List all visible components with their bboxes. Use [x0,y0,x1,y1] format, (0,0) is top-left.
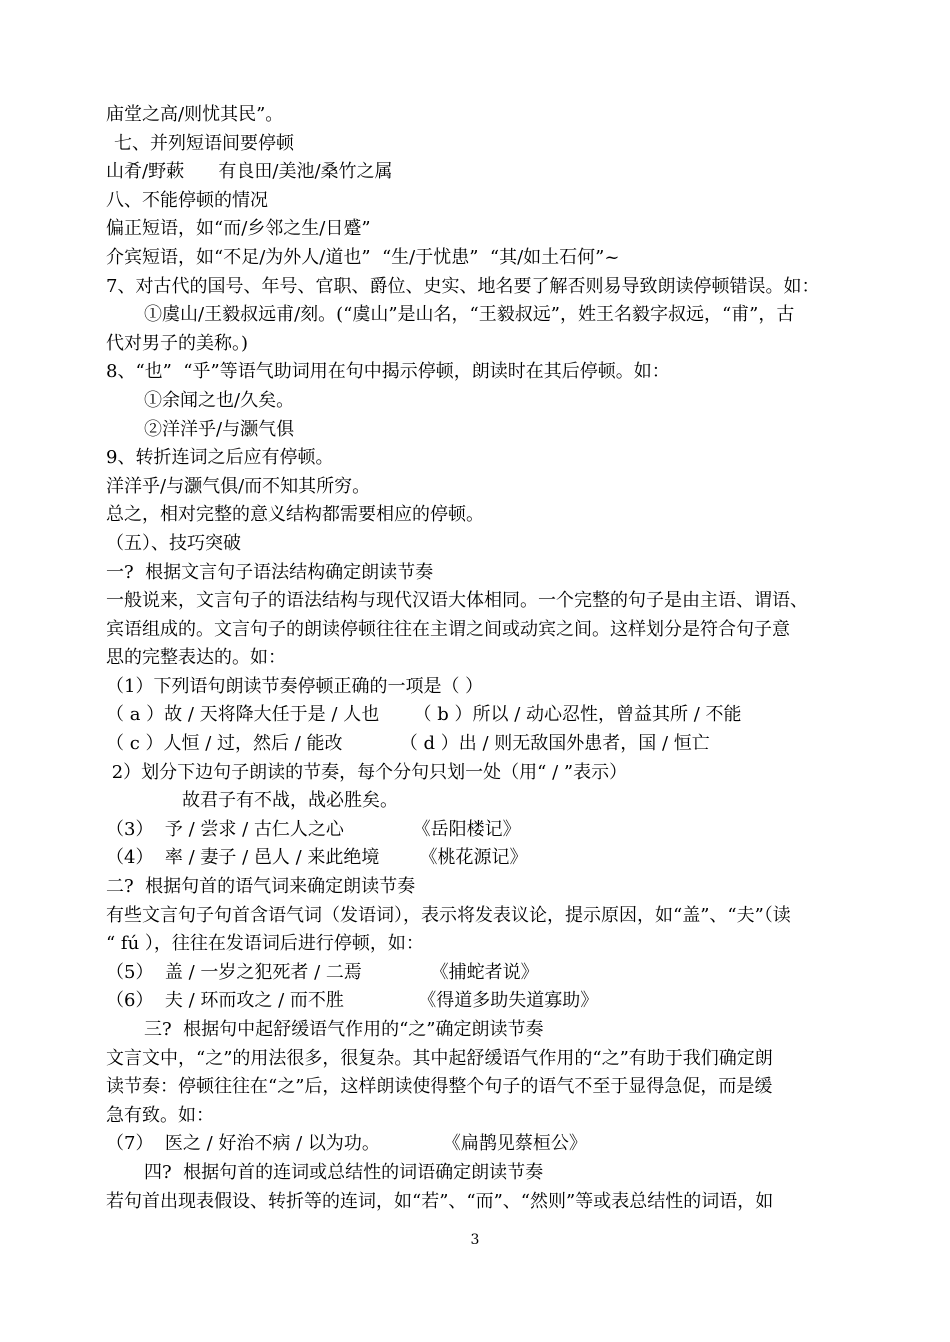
text-line: 代对男子的美称。) [106,332,249,354]
text-line: 故君子有不战，战必胜矣。 [182,790,398,812]
text-line: （6） 夫 / 环而攻之 / 而不胜 《得道多助失道寡助》 [106,990,599,1012]
text-line: 洋洋乎/与灏气俱/而不知其所穷。 [106,475,371,497]
text-line: （五）、技巧突破 [106,532,241,554]
text-line: 文言文中，“之”的用法很多，很复杂。其中起舒缓语气作用的“之”有助于我们确定朗 [106,1047,773,1069]
text-line: （ a ）故 / 天将降大任于是 / 人也 （ b ）所以 / 动心忍性，曾益其所 / 不能 [106,704,742,726]
text-line: 总之，相对完整的意义结构都需要相应的停顿。 [106,504,484,526]
text-line: 偏正短语，如“而/乡邻之生/日蹙” [106,218,371,240]
text-line: 有些文言句子句首含语气词（发语词），表示将发表议论，提示原因，如“盖”、“夫”（读 [106,904,791,926]
text-line: ①余闻之也/久矣。 [144,389,295,411]
text-line: 8、“也” “乎”等语气助词用在句中揭示停顿，朗读时在其后停顿。如： [106,361,670,383]
text-line: 思的完整表达的。如： [106,647,286,669]
text-line: 四? 根据句首的连词或总结性的词语确定朗读节奏 [144,1161,544,1183]
text-line: 八、不能停顿的情况 [106,189,268,211]
text-line: 一? 根据文言句子语法结构确定朗读节奏 [106,561,434,583]
text-line: （3） 予 / 尝求 / 古仁人之心 《岳阳楼记》 [106,818,521,840]
page-number: 3 [470,1232,480,1248]
text-line: 9、转折连词之后应有停顿。 [106,447,334,469]
text-line: 三? 根据句中起舒缓语气作用的“之”确定朗读节奏 [144,1019,544,1040]
text-line: 二? 根据句首的语气词来确定朗读节奏 [106,876,416,898]
text-line: （ c ）人恒 / 过，然后 / 能改 （ d ）出 / 则无敌国外患者，国 / 恒亡 [106,733,710,755]
text-line: ②洋洋乎/与灏气俱 [144,418,295,440]
text-line: （7） 医之 / 好治不病 / 以为功。 《扁鹊见蔡桓公》 [106,1133,587,1155]
text-line: 一般说来，文言句子的语法结构与现代汉语大体相同。一个完整的句子是由主语、谓语、 [106,590,808,612]
text-line: （1）下列语句朗读节奏停顿正确的一项是（ ） [106,675,484,697]
text-line: “ fú ），往往在发语词后进行停顿，如： [106,933,424,955]
text-line: ①虞山/王毅叔远甫/刻。(“虞山”是山名，“王毅叔远”，姓王名毅字叔远，“甫”，古 [144,304,795,326]
text-line: 7、对古代的国号、年号、官职、爵位、史实、地名要了解否则易导致朗读停顿错误。如： [106,275,820,297]
text-line: 介宾短语，如“不足/为外人/道也” “生/于忧患” “其/如土石何”~ [106,246,620,268]
text-line: 宾语组成的。文言句子的朗读停顿往往在主谓之间或动宾之间。这样划分是符合句子意 [106,618,790,640]
text-line: （5） 盖 / 一岁之犯死者 / 二焉 《捕蛇者说》 [106,961,539,983]
text-line: 急有致。如： [106,1104,214,1126]
document-body [106,101,850,1216]
text-line: （4） 率 / 妻子 / 邑人 / 来此绝境 《桃花源记》 [106,847,528,869]
text-line: 若句首出现表假设、转折等的连词，如“若”、“而”、“然则”等或表总结性的词语，如 [106,1190,774,1212]
text-line: 山肴/野蔌 有良田/美池/桑竹之属 [106,161,393,183]
text-line: 七、并列短语间要停顿 [114,132,294,154]
text-line: 2）划分下边句子朗读的节奏，每个分句只划一处（用“ / ”表示） [106,761,628,783]
text-line: 读节奏：停顿往往在“之”后，这样朗读使得整个句子的语气不至于显得急促，而是缓 [106,1076,773,1098]
text-line: 庙堂之高/则忧其民”。 [106,104,284,125]
